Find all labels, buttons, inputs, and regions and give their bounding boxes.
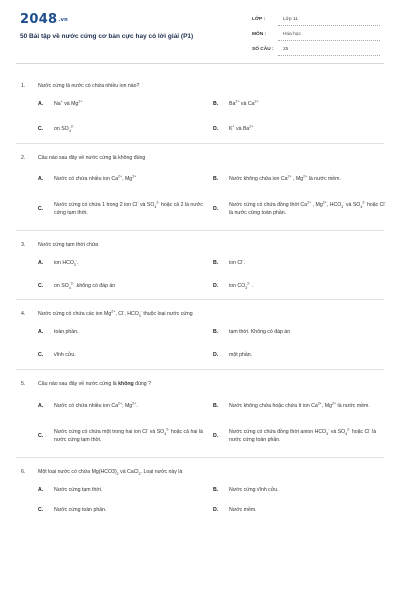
meta-count-row <box>252 44 380 56</box>
question-number: 4. <box>21 311 26 317</box>
meta-count-value: 25 <box>283 47 289 52</box>
question-separator <box>16 457 384 458</box>
question-stem: Một loại nước có chứa $Mg(HCO3)_2$ và CaCl$_2$. Loại nước này là <box>38 469 183 477</box>
meta-subject-row <box>252 29 380 41</box>
meta-class-value: Lớp 11 <box>283 17 298 22</box>
question-number: 2. <box>21 155 26 161</box>
option-c[interactable]: C. vĩnh cửu. <box>38 352 76 358</box>
document-title: 50 Bài tập về nước cứng cơ bản cực hay có lời giải (P1) <box>20 33 194 40</box>
option-d[interactable]: D. một phần. <box>213 352 253 358</box>
option-a[interactable]: A. toàn phần. <box>38 329 79 335</box>
option-b[interactable]: B. ion Cl-. <box>213 258 245 266</box>
option-c[interactable]: C. Nước cứng có chứa một trong hai ion Cl- và $SO_4^{2-}$ hoặc cả hai là nước cứng tạm thời. <box>38 427 203 443</box>
header-divider <box>16 63 384 64</box>
question-5: 5. Câu nào sau đây về nước cứng là không đúng ? A. Nước có chứa nhiều ion $Ca^{2+}$; $Mg^{2+}$. B. Nước không chứa hoặc chứa ít ion $Ca^{2+}$, $Mg^{2+}$ là nước mềm. C. Nước cứng có chứa một trong hai ion Cl- và $SO_4^{2-}$ hoặc cả hai là nước cứng tạm thời. D. Nước cứng có chứa đồng thời anion $HCO_3^-$ và $SO_4^{2-}$ hoặc Cl- là nước cứng toàn phần. <box>0 380 400 449</box>
meta-subject-value: Hóa học <box>283 32 301 37</box>
option-c[interactable]: C. on $SO_4^{2-}$ <box>38 124 74 134</box>
question-number: 3. <box>21 242 26 248</box>
logo-main-text: 2048 <box>20 12 58 27</box>
option-a[interactable]: A. Nước cứng tạm thời. <box>38 487 103 493</box>
question-stem: Câu nào sau đây về nước cứng là không đúng <box>38 155 146 161</box>
option-b[interactable]: B. Nước cứng vĩnh cửu. <box>213 487 279 493</box>
option-c[interactable]: C. Nước cứng toàn phần. <box>38 507 107 513</box>
option-a[interactable]: A. Nước có chứa nhiều ion $Ca^{2+}$, $Mg^{2+}$ <box>38 174 137 182</box>
meta-count-key: SỐ CÂU : <box>252 47 274 52</box>
option-c[interactable]: C. on $SO_4^{2-}$ .không có đáp án <box>38 281 116 291</box>
option-d[interactable]: D. ion $CO_3^{2-}$ . <box>213 281 254 291</box>
question-separator <box>16 230 384 231</box>
meta-class-row <box>252 14 380 26</box>
option-c[interactable]: C. Nước cứng có chứa 1 trong 2 ion Cl- và $SO_4^{2-}$ hoặc cả 2 là nước cứng tạm thời. <box>38 200 203 216</box>
option-b[interactable]: B. tạm thời. Không có đáp án <box>213 329 291 335</box>
question-stem: Nước cứng là nước có chứa nhiều ion nào? <box>38 83 140 89</box>
option-d[interactable]: D. Nước cứng có chứa đồng thời anion $HCO_3^-$ và $SO_4^{2-}$ hoặc Cl- là nước cứng toàn phần. <box>213 427 377 443</box>
question-number: 1. <box>21 83 26 89</box>
question-2 <box>0 154 400 222</box>
question-stem: Nước cứng có chứa các ion $Mg^{2+}$, Cl-, $HCO_3^-$ thuộc loại nước cứng <box>38 309 193 319</box>
question-number: 6. <box>21 469 26 475</box>
meta-line <box>278 40 380 41</box>
question-separator <box>16 143 384 144</box>
option-b[interactable]: B. Nước không chứa ion $Ca^{2+}$ , $Mg^{2+}$ là nước mềm. <box>213 174 341 182</box>
option-a[interactable]: A. Na+ và $Mg^{2+}$ <box>38 99 83 107</box>
option-a[interactable]: A. Nước có chứa nhiều ion $Ca^{2+}$; $Mg^{2+}$. <box>38 401 138 409</box>
option-d[interactable]: D. Nước cứng có chứa đồng thời $Ca^{2+}$ , $Mg^{2+}$, $HCO_3^-$ và $SO_4^{2-}$ hoặc Cl- là nước cứng toàn phần. <box>213 200 386 216</box>
meta-line <box>278 55 380 56</box>
option-d[interactable]: D. K+ và $Ba^{2+}$ <box>213 124 254 132</box>
question-stem: Nước cứng tạm thời chứa <box>38 242 99 248</box>
meta-class-key: LỚP : <box>252 17 266 22</box>
logo-tld-text: .vn <box>58 16 69 23</box>
question-4 <box>0 310 400 359</box>
meta-line <box>278 25 380 26</box>
meta-subject-key: MÔN : <box>252 32 267 37</box>
question-6 <box>0 468 400 514</box>
option-d[interactable]: D. Nước mềm. <box>213 507 257 513</box>
option-b[interactable]: B. $Ba^{2+}$ và $Ca^{2+}$ <box>213 99 259 107</box>
option-a[interactable]: A. ion $HCO_3^-$. <box>38 258 79 268</box>
site-logo[interactable] <box>20 12 68 27</box>
question-separator <box>16 369 384 370</box>
option-b[interactable]: B. Nước không chứa hoặc chứa ít ion $Ca^{2+}$, $Mg^{2+}$ là nước mềm. <box>213 401 370 409</box>
question-separator <box>16 299 384 300</box>
question-number: 5. <box>21 381 26 387</box>
question-list <box>0 72 400 514</box>
question-3 <box>0 241 400 290</box>
question-1 <box>0 82 400 133</box>
document-header <box>0 0 400 62</box>
